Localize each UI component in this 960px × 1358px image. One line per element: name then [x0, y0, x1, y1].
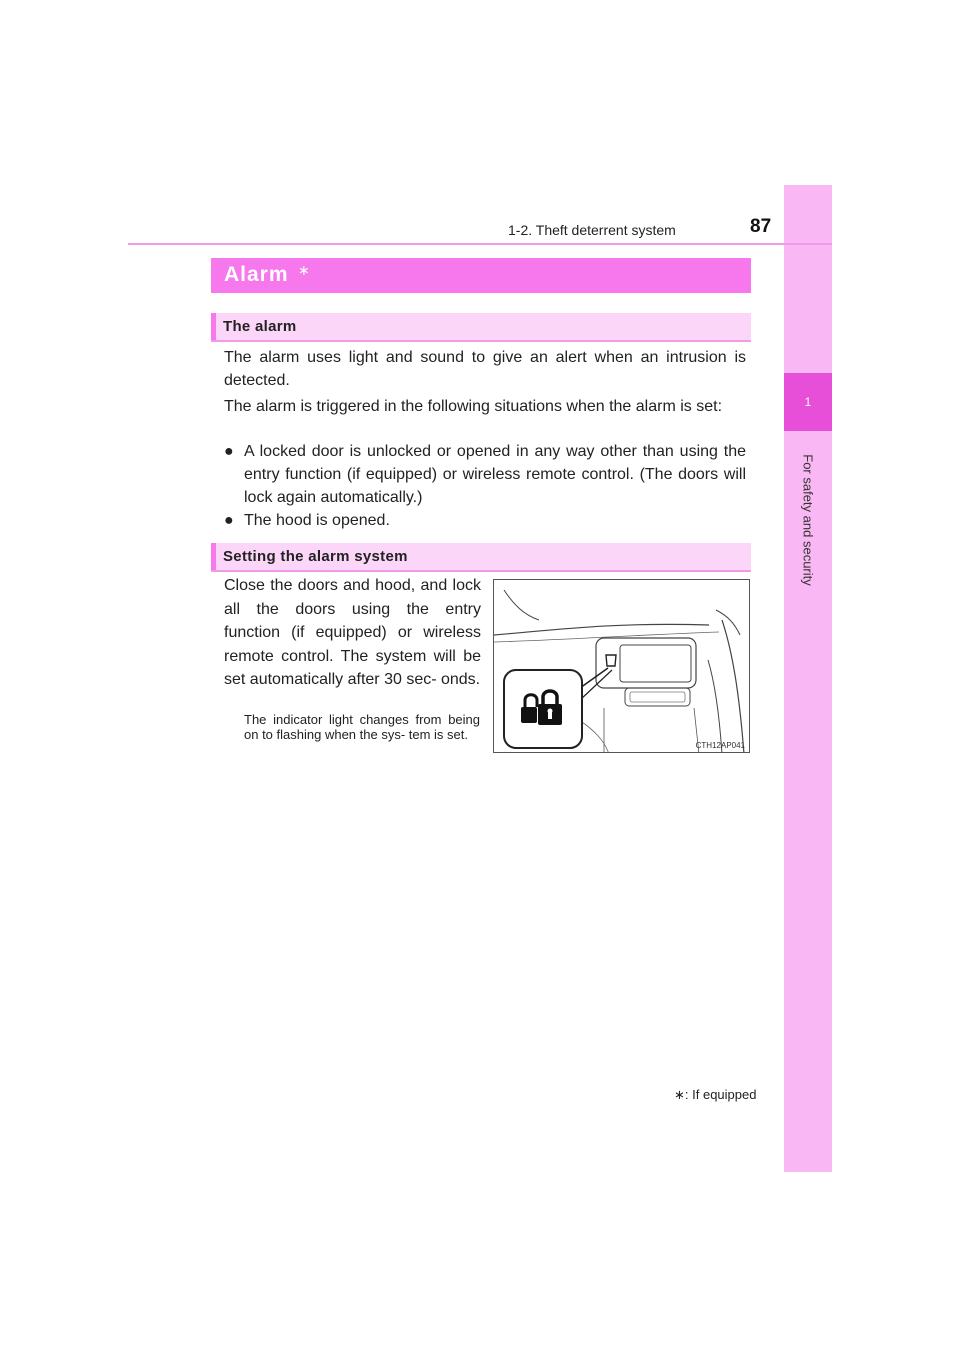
section-heading: Setting the alarm system — [223, 548, 408, 565]
chapter-number: 1 — [804, 395, 812, 409]
dashboard-illustration — [493, 579, 750, 753]
header-rule — [128, 243, 832, 245]
paragraph: Close the doors and hood, and lock all the doors using the entry function (if equipped) or wireless remote control. The system will be set automatically after 30 sec- onds. — [224, 577, 481, 688]
figure-code: CTH12AP041 — [695, 741, 745, 750]
list-item-text: A locked door is unlocked or opened in any way other than using the entry function (if equipped) or wireless remote control. (The doors will lock again automatically.) — [244, 443, 746, 506]
chapter-number-tab — [784, 373, 832, 431]
dashboard-drawing — [494, 580, 750, 753]
list-item — [224, 509, 746, 532]
section-heading-bar — [211, 313, 751, 342]
page-number: 87 — [750, 216, 772, 237]
list-item-text: The hood is opened. — [244, 512, 390, 529]
if-equipped-marker: ∗ — [298, 262, 310, 278]
bullet-icon: ● — [224, 443, 234, 460]
bullet-icon: ● — [224, 512, 234, 529]
section-heading-bar — [211, 543, 751, 572]
note-text: The indicator light changes from being on to flashing when the sys- tem is set. — [244, 712, 480, 742]
paragraph: The alarm is triggered in the following situations when the alarm is set: — [224, 398, 723, 415]
chapter-side-tab — [784, 185, 832, 1172]
footnote-text: : If equipped — [684, 1087, 757, 1102]
section-reference: 1-2. Theft deterrent system — [508, 222, 676, 238]
section-heading: The alarm — [223, 318, 297, 335]
page-title-bar — [211, 258, 751, 293]
list-item — [224, 440, 746, 509]
page-title: Alarm — [224, 263, 289, 286]
security-lock-icon — [521, 691, 562, 725]
footnote-marker: ∗ — [674, 1087, 685, 1102]
paragraph: The alarm uses light and sound to give an alert when an intrusion is detected. — [224, 349, 746, 389]
chapter-title: For safety and security — [800, 454, 816, 586]
footnote — [674, 1087, 756, 1103]
